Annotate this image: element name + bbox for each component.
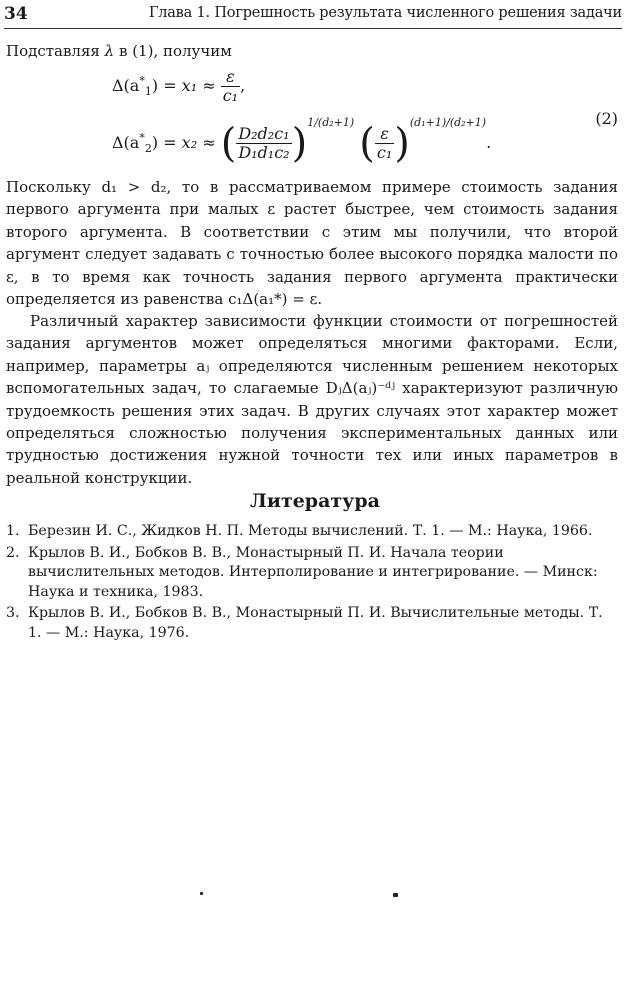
reference-item: 1. Березин И. С., Жидков Н. П. Методы вычислений. Т. 1. — М.: Наука, 1966.	[6, 523, 593, 539]
paragraph-2	[6, 310, 618, 489]
intro-text-mid: в	[118, 42, 128, 60]
eq2-exponent-2: (d₁+1)/(d₂+1)	[409, 116, 487, 129]
intro-text-after: получим	[163, 42, 232, 60]
equation-line-2: $\Delta(a^*_2) = x_2$ ≈ ( $\frac{\text{D₂d₂c₁}}{\text{D₁d₁c₂}}$ )$^{1/(d_2+1)}$ ( $\frac{\varepsilon}{\text{c₁}}$ )$^{(d_1+1)/(d_2+1)}$.	[112, 116, 492, 167]
equation-number: (2)	[595, 109, 618, 128]
paragraph-2-text: Различный характер зависимости функции стоимости от погрешностей задания аргументов может определяться многими факторами. Если, например, параметры aⱼ определяются численным решением некоторых вспомогательных задач, то слагаемые DⱼΔ(aⱼ)⁻ᵈʲ характеризуют различную трудоемкость решения этих задач. В других случаях этот характер может определяться сложностью получения экспериментальных данных или трудностью достижения нужной точности тех или иных параметров в реальной конструкции.	[6, 312, 618, 487]
eq2-frac1-denominator: D₁d₁c₂	[238, 143, 290, 162]
reference-item: 3. Крылов В. И., Бобков В. В., Монастырный П. И. Вычислительные методы. Т. 1. — М.: Наука, 1976.	[6, 605, 603, 641]
eq2-rhs: = x₂ ≈	[163, 133, 216, 152]
references-list	[6, 522, 618, 645]
paragraph-1-text: Поскольку d₁ > d₂, то в рассматриваемом примере стоимость задания первого аргумента при малых ε растет быстрее, чем стоимость задания второго аргумента. В соответствии с этим мы получили, что второй аргумент следует задавать с точностью более высокого порядка малости по ε, в то время как точность задания первого аргумента практически определяется из равенства c₁Δ(a₁*) = ε.	[6, 178, 618, 309]
eq1-lhs: Δ(a	[112, 76, 140, 95]
intro-line	[6, 40, 618, 62]
eq2-lhs: Δ(a	[112, 133, 140, 152]
scan-speck	[200, 892, 203, 895]
running-header	[4, 4, 622, 29]
scan-speck	[393, 893, 398, 897]
eq1-denominator: c₁	[222, 86, 239, 105]
eq2-frac2-numerator: ε	[375, 125, 394, 144]
equation-ref: (1),	[132, 42, 159, 60]
reference-item: 2. Крылов В. И., Бобков В. В., Монастырный П. И. Начала теории вычислительных методов. Интерполирование и интегрирование. — Минск: Наука и техника, 1983.	[6, 544, 598, 600]
page-number: 34	[4, 4, 28, 24]
eq2-fraction-2	[375, 125, 394, 162]
eq2-frac1-numerator: D₂d₂c₁	[238, 124, 290, 143]
eq2-frac2-denominator: c₁	[376, 143, 393, 162]
references-title: Литература	[250, 490, 380, 512]
eq1-rhs: = x₁ ≈	[163, 76, 216, 95]
intro-text-before: Подставляя	[6, 42, 100, 60]
paragraph-1	[6, 176, 618, 310]
chapter-title: Глава 1. Погрешность результата численного решения задачи	[148, 5, 622, 21]
equation-line-1: $\Delta(a^*_1) = x_1$ ≈ $\frac{\varepsilon}{\text{c₁}}$ ,	[112, 67, 246, 105]
eq1-numerator: ε	[221, 68, 240, 87]
lambda-symbol: λ	[104, 42, 115, 60]
eq1-fraction	[221, 68, 240, 105]
eq2-exponent-1: 1/(d₂+1)	[307, 116, 355, 129]
eq2-fraction-1	[236, 125, 291, 162]
